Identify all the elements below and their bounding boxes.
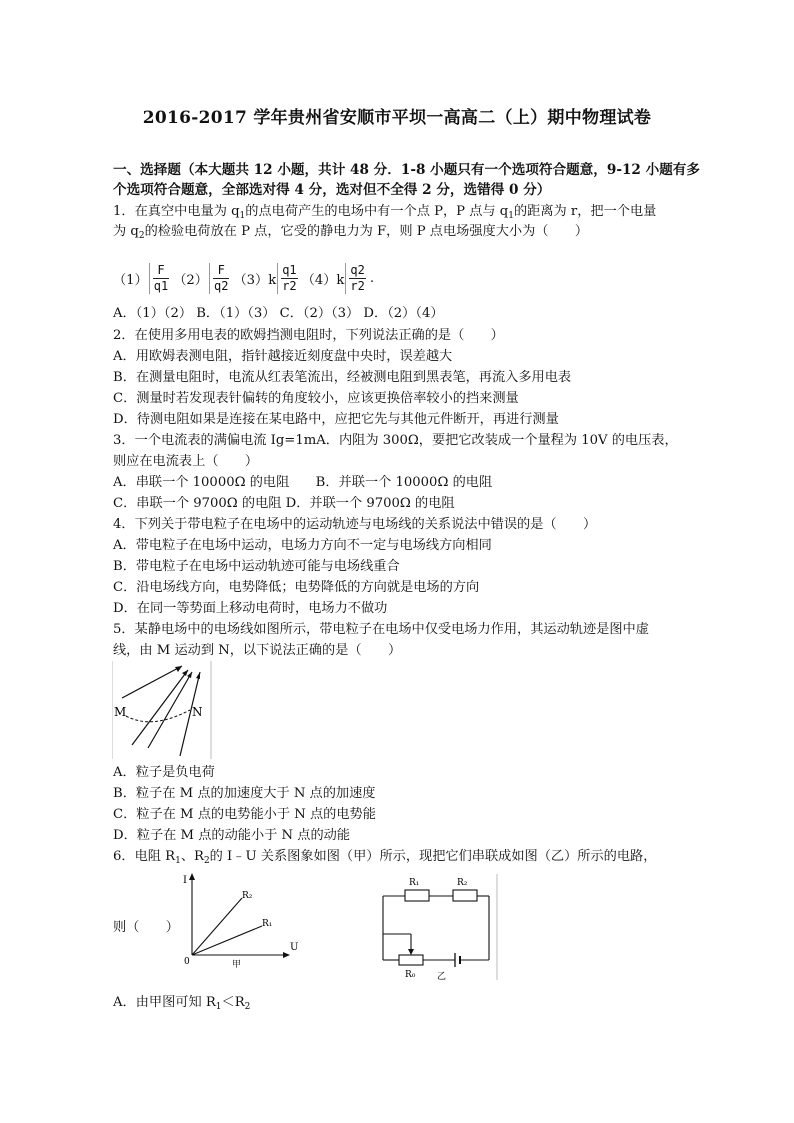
q6-text-c: 的 I﹣U 关系图象如图（甲）所示，现把它们串联成如图（乙）所示的电路，	[209, 849, 657, 864]
q1-text-d: 为 q	[113, 224, 139, 239]
q4-option-b: B．带电粒子在电场中运动轨迹可能与电场线重合	[113, 559, 400, 574]
q4-option-d: D．在同一等势面上移动电荷时，电场力不做功	[113, 601, 388, 616]
q4-stem: 4．下列关于带电粒子在电场中的运动轨迹与电场线的关系说法中错误的是（ ）	[113, 517, 597, 532]
q1-opt2-label: （2）	[173, 272, 208, 288]
point-m-label: M	[114, 705, 127, 719]
q6-sub: 2	[203, 856, 210, 866]
q3-options-cd: C．串联一个 9700Ω 的电阻 D．并联一个 9700Ω 的电阻	[113, 496, 455, 511]
q5-option-b: B．粒子在 M 点的加速度大于 N 点的加速度	[113, 786, 376, 801]
field-line	[148, 672, 192, 748]
q2-option-d: D．待测电阻如果是连接在某电路中，应把它先与其他元件断开，再进行测量	[113, 412, 559, 427]
q6-iu-graph-jia	[180, 870, 300, 970]
q6-text-b: 、R	[180, 849, 204, 864]
q4-option-c: C．沿电场线方向，电势降低；电势降低的方向就是电场的方向	[113, 580, 480, 595]
arrowhead	[182, 670, 188, 676]
q6-option-a-text2: ＜R	[221, 995, 245, 1010]
q1-end-period: .	[369, 270, 375, 286]
q1-stem-line1	[113, 202, 693, 222]
circuit-r0-label: R₀	[405, 970, 416, 980]
r1-line-label: R₁	[262, 919, 273, 929]
circuit-r1-label: R₁	[409, 878, 420, 888]
figure-yi-caption: 乙	[437, 972, 447, 982]
q6-stem-line2: 则（ ）	[113, 920, 179, 935]
q1-answer-choices: A．（1）（2） B．（1）（3） C．（2）（3） D．（2）（4）	[113, 306, 444, 321]
u-axis-arrow	[283, 952, 290, 958]
rheostat-r0	[399, 955, 423, 965]
q1-sub: 2	[138, 231, 145, 241]
q2-option-c: C．测量时若发现表针偏转的角度较小，应该更换倍率较小的挡来测量	[113, 391, 519, 406]
q1-opt3-fraction	[277, 263, 300, 294]
resistor-r1	[405, 890, 429, 901]
q1-sub: 1	[508, 211, 514, 221]
q6-circuit-yi	[375, 872, 500, 982]
fraction-denominator: r2	[350, 278, 365, 293]
q1-formula-options	[113, 258, 374, 298]
q1-text-e: 的检验电荷放在 P 点，它受的静电力为 F，则 P 点电场强度大小为（ ）	[144, 224, 589, 239]
fraction-denominator: r2	[282, 278, 297, 293]
q1-stem-line2	[113, 222, 693, 242]
trajectory-dashed-curve	[126, 710, 190, 722]
slider-arrow	[408, 949, 414, 955]
q1-text-a: 1．在真空中电量为 q	[113, 204, 240, 219]
q6-sub: 1	[175, 856, 181, 866]
fraction-numerator: F	[153, 263, 169, 279]
fraction-denominator: q1	[153, 278, 169, 293]
i-axis-label: I	[183, 875, 187, 886]
resistor-r2	[453, 890, 477, 901]
q6-sub: 1	[215, 1002, 222, 1012]
u-axis-label: U	[290, 942, 299, 953]
q3-stem-line2: 则应在电流表上（ ）	[113, 454, 259, 469]
q5-option-d: D．粒子在 M 点的动能小于 N 点的动能	[113, 828, 351, 843]
r2-line-label: R₂	[242, 891, 253, 901]
arrowhead	[196, 672, 200, 679]
q5-option-c: C．粒子在 M 点的电势能小于 N 点的电势能	[113, 807, 376, 822]
q6-option-a-text: A．由甲图可知 R	[113, 995, 216, 1010]
fraction-numerator: q1	[282, 262, 297, 277]
q6-stem-line1	[113, 847, 693, 867]
q2-option-b: B．在测量电阻时，电流从红表笔流出，经被测电阻到黑表笔，再流入多用电表	[113, 370, 572, 385]
q5-option-a: A．粒子是负电荷	[113, 765, 215, 780]
field-line	[122, 666, 182, 698]
i-axis-arrow	[189, 873, 195, 880]
q6-sub: 2	[244, 1002, 251, 1012]
q1-opt2-fraction	[209, 263, 232, 294]
fraction-numerator: F	[213, 263, 229, 279]
q2-option-a: A．用欧姆表测电阻，指针越接近刻度盘中央时，误差越大	[113, 349, 453, 364]
section-heading-line2: 个选项符合题意，全部选对得 4 分，选对但不全得 2 分，选错得 0 分）	[113, 182, 551, 198]
q4-option-a: A．带电粒子在电场中运动，电场力方向不一定与电场线方向相同	[113, 538, 492, 553]
section-heading-line1: 一、选择题（本大题共 12 小题，共计 48 分．1-8 小题只有一个选项符合题意，9-12 小题有多	[113, 162, 700, 178]
q1-opt1-label: （1）	[113, 272, 148, 288]
q3-options-ab: A．串联一个 10000Ω 的电阻 B．并联一个 10000Ω 的电阻	[113, 475, 493, 490]
q6-text-a: 6．电阻 R	[113, 849, 176, 864]
q1-text-c: 的距离为 r，把一个电量	[513, 204, 657, 219]
fraction-denominator: q2	[213, 278, 229, 293]
q1-opt4-label: （4）k	[301, 272, 345, 288]
q5-stem-line1: 5．某静电场中的电场线如图所示，带电粒子在电场中仅受电场力作用，其运动轨迹是图中虚	[113, 622, 649, 637]
q3-stem-line1: 3．一个电流表的满偏电流 Ig=1mA．内阻为 300Ω，要把它改装成一个量程为 10V 的电压表，	[113, 433, 678, 448]
q6-option-a	[113, 993, 693, 1013]
page-title: 2016-2017 学年贵州省安顺市平坝一高高二（上）期中物理试卷	[142, 108, 652, 128]
circuit-r2-label: R₂	[457, 878, 468, 888]
r1-line	[192, 926, 262, 955]
fraction-numerator: q2	[350, 262, 365, 277]
q2-stem: 2．在使用多用电表的欧姆挡测电阻时，下列说法正确的是（ ）	[113, 328, 504, 343]
field-line	[132, 670, 188, 745]
point-n-label: N	[192, 705, 203, 719]
r2-line	[192, 898, 242, 955]
q1-opt1-fraction	[149, 263, 172, 294]
q5-field-lines-figure	[112, 660, 212, 760]
origin-label: 0	[184, 957, 190, 967]
q5-stem-line2: 线，由 M 运动到 N，以下说法正确的是（ ）	[113, 643, 402, 658]
q1-sub: 1	[239, 211, 246, 221]
q1-text-b: 的点电荷产生的电场中有一个点 P，P 点与 q	[245, 204, 509, 219]
q1-opt3-label: （3）k	[233, 272, 277, 288]
arrowhead	[187, 672, 192, 678]
figure-jia-caption: 甲	[232, 960, 242, 970]
q1-opt4-fraction	[345, 263, 368, 294]
